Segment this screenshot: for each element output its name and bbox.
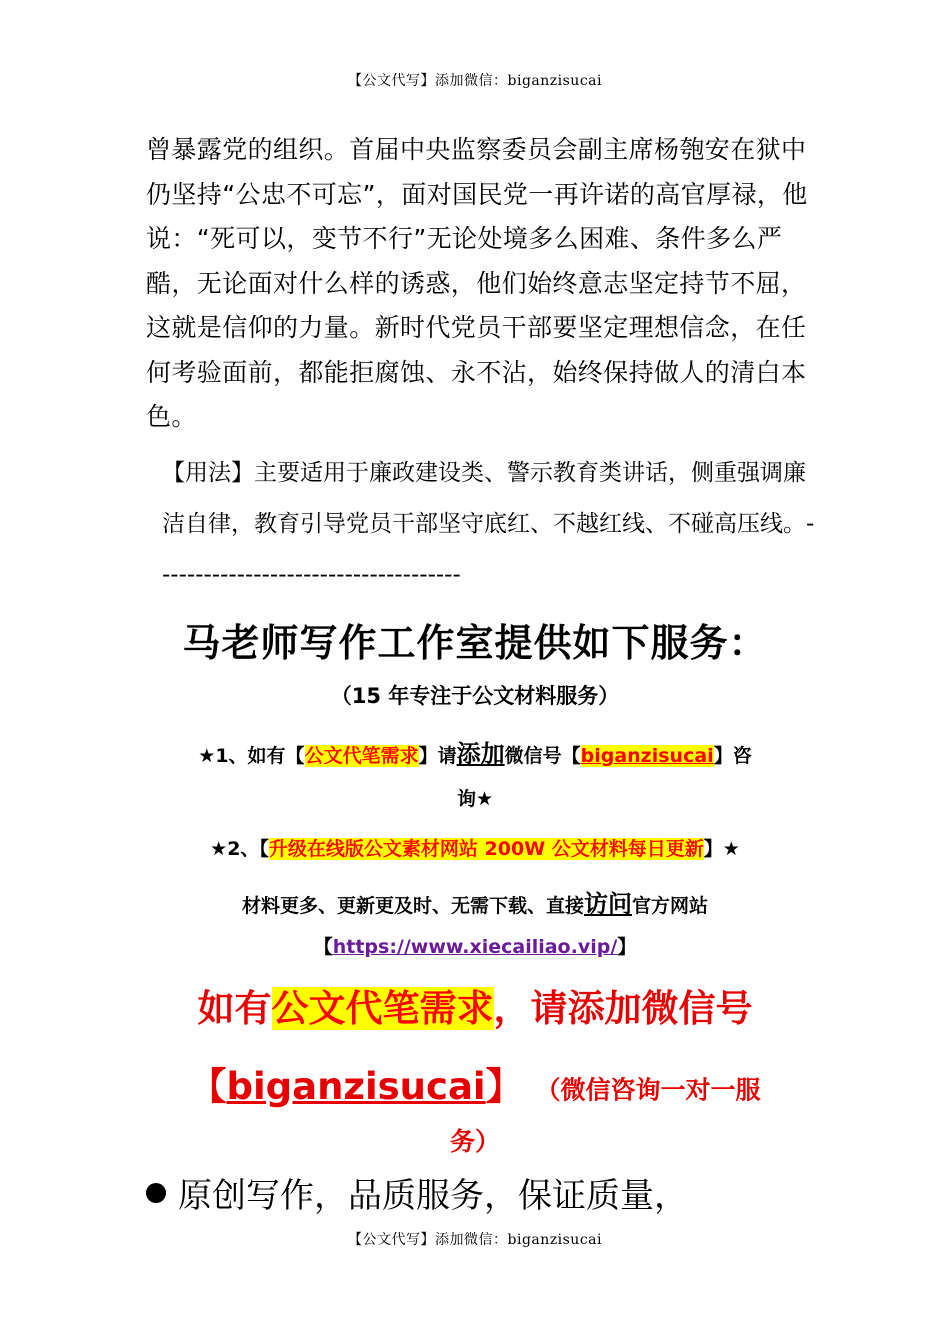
website-link-line (0, 932, 950, 959)
big-suffix: ，请添加微信号 (493, 987, 753, 1030)
big-highlight: 公文代笔需求 (271, 987, 494, 1030)
service-item-2 (0, 834, 950, 861)
item1-mid2: 微信号【 (504, 745, 581, 767)
big-close: 】 (485, 1065, 523, 1108)
item2-visit: 访问 (584, 890, 632, 918)
url-close: 】 (617, 936, 637, 958)
bullet-text: 原创写作，品质服务，保证质量， (178, 1176, 688, 1216)
big-consult: （微信咨询一对一服 (535, 1075, 761, 1105)
url-open: 【 (313, 936, 333, 958)
item1-prefix: ★1、如有【 (198, 745, 305, 767)
item2-suffix: 】★ (703, 838, 740, 860)
item1-highlight: 公文代笔需求 (304, 745, 419, 767)
item1-mid1: 】请 (418, 745, 457, 767)
big-prefix: 如有 (197, 987, 272, 1030)
bullet-item (146, 1168, 688, 1217)
item2-prefix: ★2、【 (210, 838, 269, 860)
service-subtitle: （15 年专注于公文材料服务） (330, 684, 620, 708)
service-title: 马老师写作工作室提供如下服务： (182, 621, 768, 665)
service-item-1 (0, 734, 950, 769)
big-ad-line-3: 务） (449, 1127, 500, 1156)
big-ad-line-2 (0, 1056, 950, 1110)
item1-suffix: 】咨 (713, 745, 752, 767)
service-item-2-line2 (0, 884, 950, 919)
big-open: 【 (189, 1065, 227, 1108)
item1-wechat-id[interactable]: biganzisucai (580, 745, 714, 767)
big-wechat-id[interactable]: biganzisucai (226, 1065, 486, 1108)
big-ad-line-1 (0, 978, 950, 1032)
website-link[interactable]: https://www.xiecailiao.vip/ (332, 936, 618, 958)
item2-line2-prefix: 材料更多、更新更及时、无需下载、直接 (241, 895, 584, 917)
usage-note: 【用法】主要适用于廉政建设类、警示教育类讲话，侧重强调廉洁自律，教育引导党员干部坚守底红、不越红线、不碰高压线。------------------------------------- (162, 460, 815, 588)
page-header: 【公文代写】添加微信：biganzisucai (348, 73, 602, 89)
item2-line2-suffix: 官方网站 (632, 895, 709, 917)
service-item-1-line2: 询★ (456, 788, 494, 810)
item2-highlight: 升级在线版公文素材网站 200W 公文材料每日更新 (268, 838, 704, 860)
body-paragraph: 曾暴露党的组织。首届中央监察委员会副主席杨匏安在狱中仍坚持“公忠不可忘”，面对国民党一再许诺的高官厚禄，他说：“死可以，变节不行”无论处境多么困难、条件多么严酷，无论面对什么样的诱惑，他们始终意志坚定持节不屈，这就是信仰的力量。新时代党员干部要坚定理想信念，在任何考验面前，都能拒腐蚀、永不沾，始终保持做人的清白本色。 (146, 135, 808, 431)
item1-add: 添加 (456, 740, 505, 768)
page-footer: 【公文代写】添加微信：biganzisucai (348, 1232, 602, 1248)
bullet-dot-icon (146, 1183, 166, 1203)
